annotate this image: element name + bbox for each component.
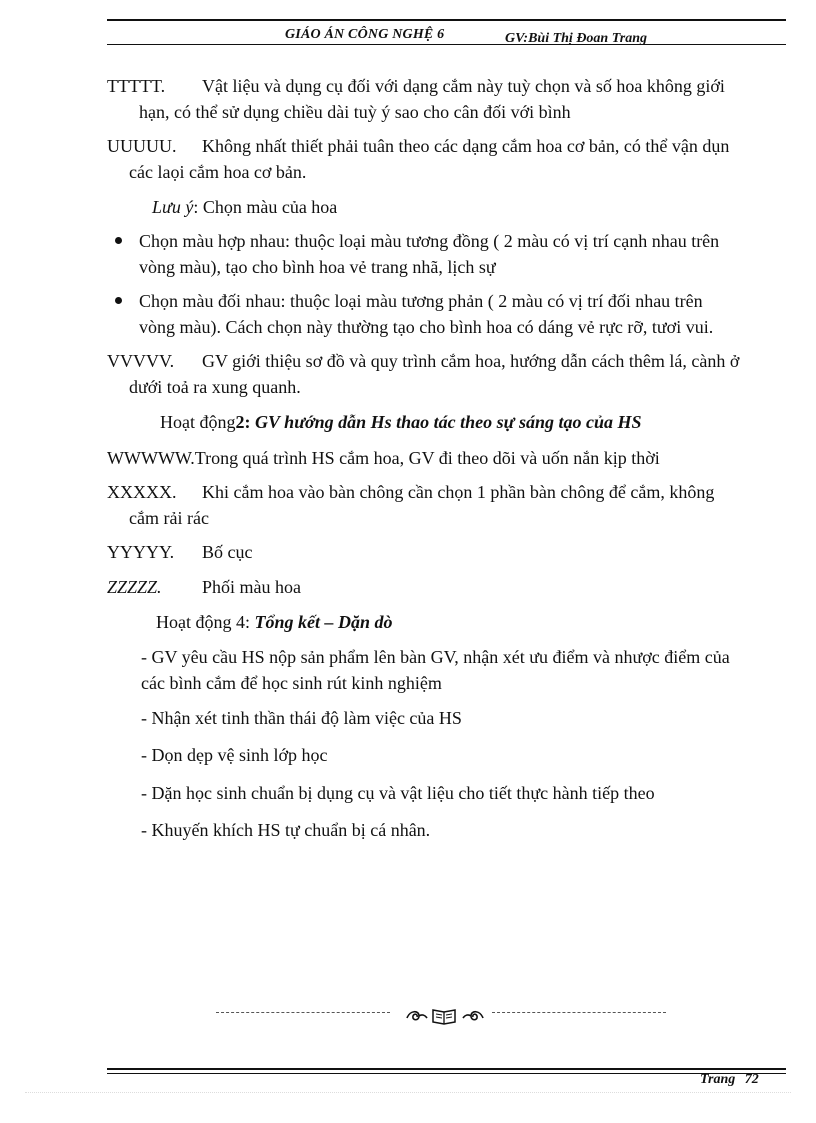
page-number [700, 1072, 759, 1088]
ornament-dashes-left [216, 1012, 390, 1013]
book-ornament-icon [405, 1006, 485, 1031]
activity-4-prefix: Hoạt động 4: [156, 612, 250, 632]
activity-2-heading [160, 409, 641, 435]
activity-2-prefix: Hoạt động [160, 412, 236, 432]
item-z-label: ZZZZZ. [107, 577, 162, 597]
item-u-label: UUUUU. [107, 136, 177, 156]
item-u-line2: các laọi cắm hoa cơ bản. [129, 162, 307, 182]
item-y-label: YYYYY. [107, 542, 175, 562]
page-number-value: 72 [744, 1072, 759, 1087]
bullet-2-dot [115, 297, 122, 304]
item-z-text: Phối màu hoa [202, 577, 301, 597]
item-t-label: TTTTT. [107, 76, 166, 96]
item-t-line2: hạn, có thể sử dụng chiều dài tuỳ ý sao cho cân đối với bình [139, 102, 571, 122]
bullet-1-line2: vòng màu), tạo cho bình hoa vẻ trang nhã, lịch sự [139, 257, 496, 277]
item-w-line [107, 445, 660, 471]
activity-4-title: Tổng kết – Dặn dò [250, 612, 393, 632]
item-x-line1 [107, 479, 786, 505]
item-z-line [107, 574, 301, 600]
item-w-text: Trong quá trình HS cắm hoa, GV đi theo dõi và uốn nắn kịp thời [194, 448, 660, 468]
activity-4-heading [156, 609, 393, 635]
item-u-text1: Không nhất thiết phải tuân theo các dạng cắm hoa cơ bản, có thể vận dụn [202, 136, 730, 156]
note-line [152, 194, 337, 220]
item-v-text1: GV giới thiệu sơ đồ và quy trình cắm hoa, hướng dẫn cách thêm lá, cành ở [202, 351, 740, 371]
activity-2-title: GV hướng dẫn Hs thao tác theo sự sáng tạo của HS [250, 412, 642, 432]
item-w-label: WWWWW. [107, 448, 195, 468]
activity-2-number: 2: [235, 412, 251, 432]
item-x-line2: cắm rải rác [129, 508, 209, 528]
item-t-text1: Vật liệu và dụng cụ đối với dạng cắm này tuỳ chọn và số hoa không giới [202, 76, 725, 96]
page-label: Trang [700, 1072, 736, 1087]
item-u-line1 [107, 133, 786, 159]
bullet-2-line1: Chọn màu đối nhau: thuộc loại màu tương phản ( 2 màu có vị trí đối nhau trên [139, 291, 703, 311]
summary-1-line2: các bình cắm để học sinh rút kinh nghiệm [141, 673, 442, 693]
item-y-line [107, 539, 252, 565]
ornament-dashes-right [492, 1012, 666, 1013]
summary-1-line1: - GV yêu cầu HS nộp sản phẩm lên bàn GV, nhận xét ưu điểm và nhược điểm của [141, 647, 730, 667]
summary-3: - Dọn dẹp vệ sinh lớp học [141, 745, 328, 765]
bullet-1-dot [115, 237, 122, 244]
page-edge-dots [25, 1092, 791, 1093]
item-t-line1 [107, 73, 786, 99]
bullet-1-line1: Chọn màu hợp nhau: thuộc loại màu tương đồng ( 2 màu có vị trí cạnh nhau trên [139, 231, 720, 251]
item-y-text: Bố cục [202, 542, 253, 562]
header-rule-bottom [107, 44, 786, 45]
note-label: Lưu ý [152, 197, 194, 217]
header-author: GV:Bùi Thị Đoan Trang [505, 31, 647, 46]
summary-5: - Khuyến khích HS tự chuẩn bị cá nhân. [141, 820, 431, 840]
footer-rule-top [107, 1068, 786, 1070]
footer-rule-bottom [107, 1073, 786, 1074]
bullet-2-line2: vòng màu). Cách chọn này thường tạo cho bình hoa có dáng vẻ rực rỡ, tươi vui. [139, 317, 714, 337]
item-x-text1: Khi cắm hoa vào bàn chông cần chọn 1 phần bàn chông để cắm, không [202, 482, 715, 502]
summary-2: - Nhận xét tinh thần thái độ làm việc của HS [141, 708, 462, 728]
header-rule-top [107, 19, 786, 21]
item-v-label: VVVVV. [107, 351, 175, 371]
summary-4: - Dặn học sinh chuẩn bị dụng cụ và vật liệu cho tiết thực hành tiếp theo [141, 783, 655, 803]
note-text: : Chọn màu của hoa [193, 197, 338, 217]
item-v-line1 [107, 348, 786, 374]
item-x-label: XXXXX. [107, 482, 177, 502]
header-title: GIÁO ÁN CÔNG NGHỆ 6 [285, 27, 445, 42]
item-v-line2: dưới toả ra xung quanh. [129, 377, 301, 397]
